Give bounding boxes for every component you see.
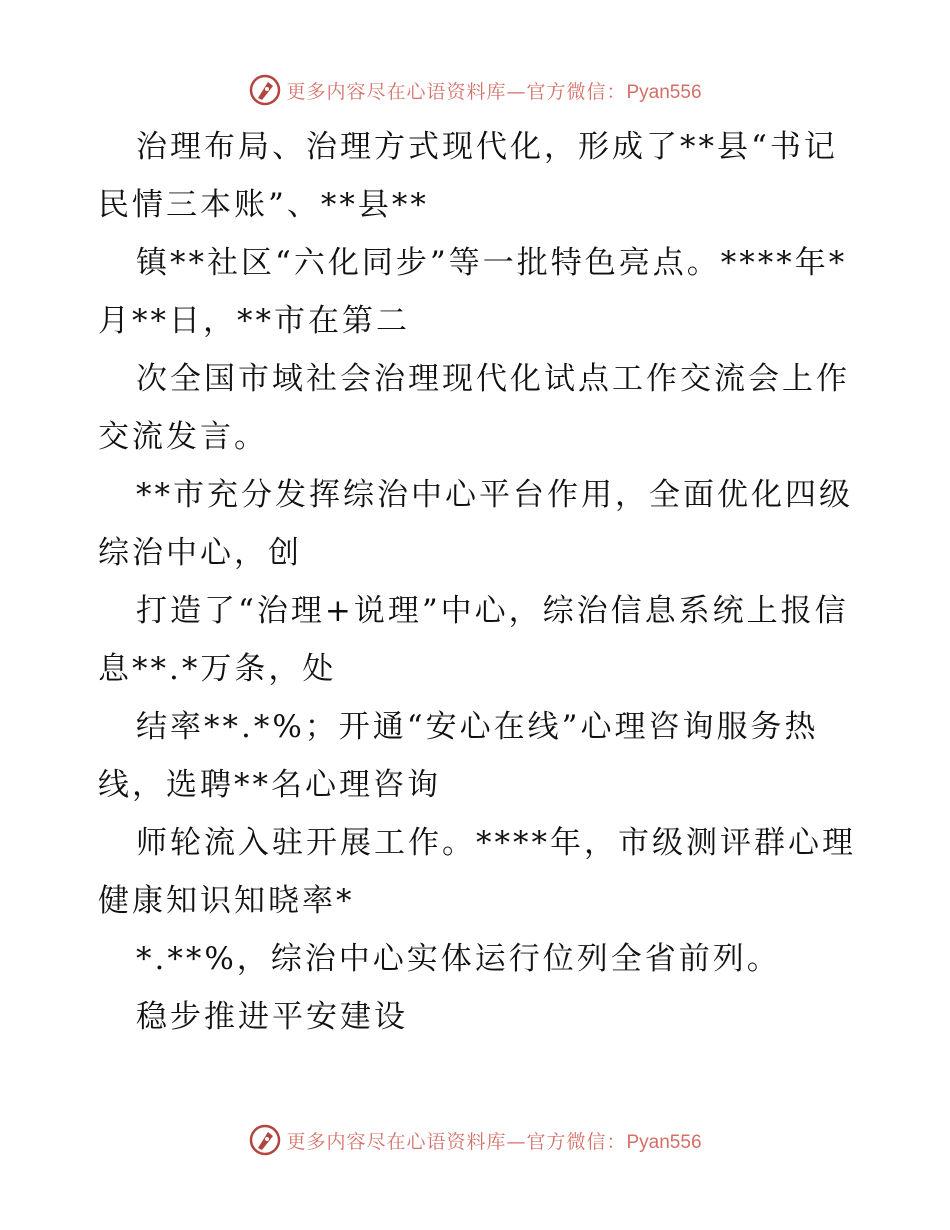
footer-watermark xyxy=(0,1120,950,1160)
paragraph: 师轮流入驻开展工作。****年，市级测评群心理健康知识知晓率* xyxy=(98,825,856,919)
paragraph: 结率**.*%；开通“安心在线”心理咨询服务热线，选聘**名心理咨询 xyxy=(98,709,819,803)
paragraph: *.**%，综治中心实体运行位列全省前列。 xyxy=(136,941,781,977)
watermark-text: 更多内容尽在心语资料库—官方微信：Pyan556 xyxy=(286,1130,702,1153)
header-watermark xyxy=(0,70,950,110)
body-text xyxy=(98,118,858,1046)
paragraph: 治理布局、治理方式现代化，形成了**县“书记民情三本账”、**县** xyxy=(98,129,838,223)
watermark-text: 更多内容尽在心语资料库—官方微信：Pyan556 xyxy=(286,80,702,103)
pen-nib-logo-icon xyxy=(248,1123,282,1157)
pen-nib-logo-icon xyxy=(248,73,282,107)
paragraph: 打造了“治理+说理”中心，综治信息系统上报信息**.*万条，处 xyxy=(98,593,849,687)
paragraph: 稳步推进平安建设 xyxy=(136,999,408,1035)
paragraph: 次全国市域社会治理现代化试点工作交流会上作交流发言。 xyxy=(98,361,850,455)
paragraph: 镇**社区“六化同步”等一批特色亮点。****年*月**日，**市在第二 xyxy=(98,245,848,339)
paragraph: **市充分发挥综治中心平台作用，全面优化四级综治中心，创 xyxy=(98,477,853,571)
